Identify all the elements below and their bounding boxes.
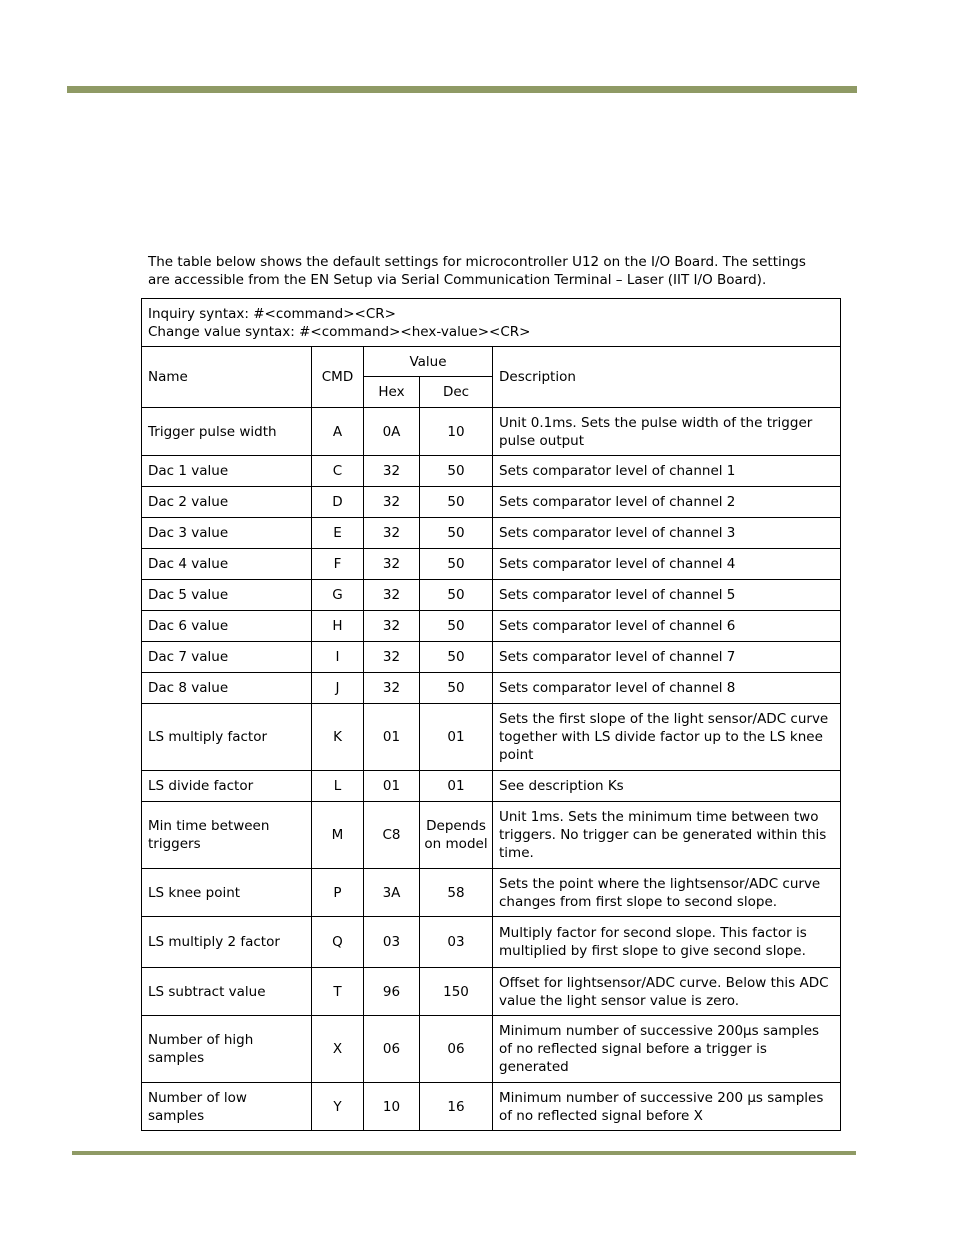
table-row [142,611,841,642]
row-description: Sets comparator level of channel 1 [493,456,841,487]
row-hex: 06 [364,1016,420,1083]
row-description: Minimum number of successive 200 µs samples of no reflected signal before X [493,1083,841,1131]
header-row [142,347,841,377]
row-name: Dac 1 value [142,456,312,487]
row-cmd: K [312,704,364,771]
row-name: Trigger pulse width [142,408,312,456]
row-name: Dac 4 value [142,549,312,580]
table-row [142,580,841,611]
row-dec: 01 [420,704,493,771]
row-cmd: J [312,673,364,704]
inquiry-syntax: Inquiry syntax: #<command><CR> [148,305,396,322]
row-description: Unit 0.1ms. Sets the pulse width of the trigger pulse output [493,408,841,456]
row-cmd: E [312,518,364,549]
row-description: Sets comparator level of channel 3 [493,518,841,549]
header-hex: Hex [364,377,420,408]
table-row [142,704,841,771]
row-name: LS multiply 2 factor [142,917,312,968]
row-dec: 50 [420,518,493,549]
row-name: Dac 7 value [142,642,312,673]
row-hex: 32 [364,549,420,580]
row-cmd: P [312,869,364,917]
row-dec: 03 [420,917,493,968]
header-rule [67,86,857,93]
settings-table [141,298,841,1131]
row-description: Sets comparator level of channel 7 [493,642,841,673]
table-row [142,802,841,869]
row-description: Minimum number of successive 200µs samples of no reflected signal before a trigger is generated [493,1016,841,1083]
table-row [142,771,841,802]
row-cmd: T [312,968,364,1016]
row-description: See description Ks [493,771,841,802]
table-row [142,968,841,1016]
header-value: Value [364,347,493,377]
row-hex: 03 [364,917,420,968]
footer-rule [72,1151,856,1155]
row-hex: 32 [364,673,420,704]
row-cmd: M [312,802,364,869]
row-description: Unit 1ms. Sets the minimum time between two triggers. No trigger can be generated within this time. [493,802,841,869]
table-body [142,408,841,1131]
table-row [142,917,841,968]
row-hex: 96 [364,968,420,1016]
row-dec: 50 [420,673,493,704]
row-cmd: A [312,408,364,456]
row-dec: 50 [420,456,493,487]
row-dec: 06 [420,1016,493,1083]
row-hex: 32 [364,518,420,549]
row-hex: 32 [364,611,420,642]
row-description: Multiply factor for second slope. This factor is multiplied by first slope to give second slope. [493,917,841,968]
row-hex: 3A [364,869,420,917]
row-name: Dac 6 value [142,611,312,642]
row-name: LS subtract value [142,968,312,1016]
table-row [142,1083,841,1131]
row-dec: 50 [420,642,493,673]
row-cmd: X [312,1016,364,1083]
row-name: Dac 8 value [142,673,312,704]
row-name: Min time between triggers [142,802,312,869]
row-cmd: H [312,611,364,642]
row-hex: 32 [364,456,420,487]
row-dec: Depends on model [420,802,493,869]
table-row [142,408,841,456]
header-cmd: CMD [312,347,364,408]
table-row [142,642,841,673]
table-row [142,1016,841,1083]
row-name: Dac 2 value [142,487,312,518]
row-cmd: F [312,549,364,580]
row-cmd: I [312,642,364,673]
row-name: Number of high samples [142,1016,312,1083]
row-description: Sets comparator level of channel 4 [493,549,841,580]
table-row [142,487,841,518]
row-description: Sets comparator level of channel 8 [493,673,841,704]
row-hex: 01 [364,704,420,771]
table-row [142,673,841,704]
row-name: LS knee point [142,869,312,917]
change-value-syntax: Change value syntax: #<command><hex-value><CR> [148,323,531,340]
row-name: Dac 5 value [142,580,312,611]
row-name: LS divide factor [142,771,312,802]
row-dec: 50 [420,611,493,642]
row-dec: 01 [420,771,493,802]
row-description: Sets comparator level of channel 2 [493,487,841,518]
header-name: Name [142,347,312,408]
row-dec: 10 [420,408,493,456]
row-hex: 0A [364,408,420,456]
row-dec: 150 [420,968,493,1016]
syntax-cell [142,299,841,347]
row-hex: C8 [364,802,420,869]
table-row [142,869,841,917]
intro-line-1: The table below shows the default settings for microcontroller U12 on the I/O Board. The settings [148,254,806,270]
row-hex: 32 [364,580,420,611]
row-description: Offset for lightsensor/ADC curve. Below this ADC value the light sensor value is zero. [493,968,841,1016]
intro-line-2: are accessible from the EN Setup via Serial Communication Terminal – Laser (IIT I/O Board). [148,272,767,288]
row-description: Sets comparator level of channel 6 [493,611,841,642]
row-description: Sets the first slope of the light sensor/ADC curve together with LS divide factor up to the LS knee point [493,704,841,771]
intro-paragraph [148,253,848,289]
row-dec: 16 [420,1083,493,1131]
row-name: Number of low samples [142,1083,312,1131]
row-dec: 50 [420,549,493,580]
row-dec: 50 [420,580,493,611]
row-cmd: Y [312,1083,364,1131]
row-cmd: Q [312,917,364,968]
header-dec: Dec [420,377,493,408]
table-row [142,549,841,580]
table-row [142,456,841,487]
header-description: Description [493,347,841,408]
row-cmd: C [312,456,364,487]
row-dec: 58 [420,869,493,917]
row-hex: 10 [364,1083,420,1131]
row-cmd: L [312,771,364,802]
row-description: Sets the point where the lightsensor/ADC curve changes from first slope to second slope. [493,869,841,917]
row-name: Dac 3 value [142,518,312,549]
row-description: Sets comparator level of channel 5 [493,580,841,611]
row-cmd: D [312,487,364,518]
row-hex: 32 [364,487,420,518]
table-row [142,518,841,549]
syntax-row [142,299,841,347]
row-hex: 32 [364,642,420,673]
row-name: LS multiply factor [142,704,312,771]
row-cmd: G [312,580,364,611]
row-dec: 50 [420,487,493,518]
row-hex: 01 [364,771,420,802]
